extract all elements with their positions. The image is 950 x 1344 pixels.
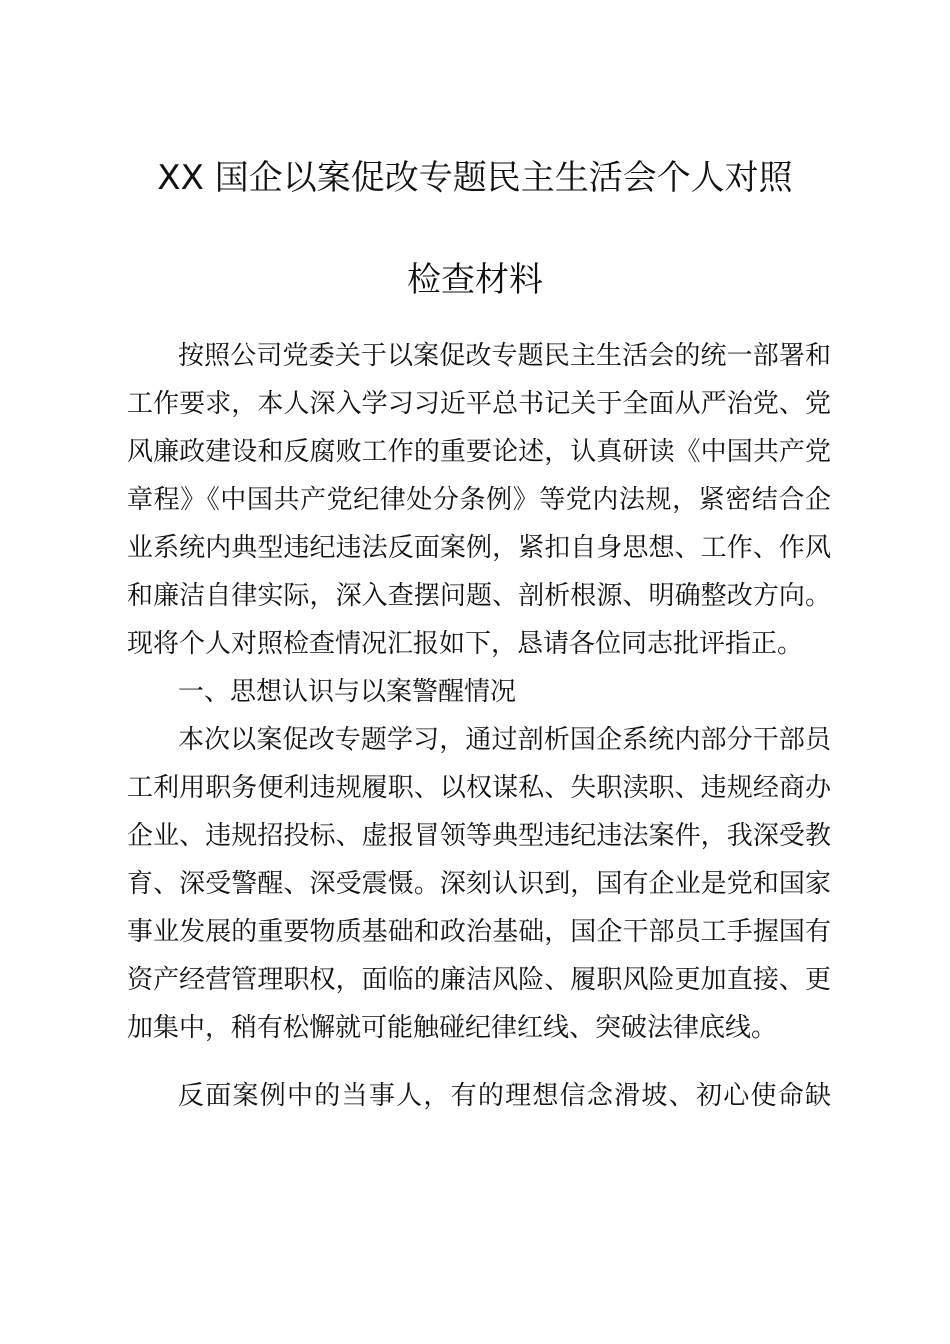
document-title-line-2: 检查材料 [407,260,543,300]
body-text-line: 企业、违规招投标、虚报冒领等典型违纪违法案件，我深受教 [127,821,831,851]
body-text-line: 育、深受警醒、深受震慑。深刻认识到，国有企业是党和国家 [127,869,831,899]
body-text-line: 业系统内典型违纪违法反面案例，紧扣自身思想、工作、作风 [127,533,831,563]
body-text-line: 反面案例中的当事人，有的理想信念滑坡、初心使命缺 [178,1081,831,1111]
body-text-line: 现将个人对照检查情况汇报如下，恳请各位同志批评指正。 [127,629,804,659]
body-text-line: 章程》《中国共产党纪律处分条例》等党内法规，紧密结合企 [127,485,831,515]
body-text-line: 加集中，稍有松懈就可能触碰纪律红线、突破法律底线。 [127,1013,778,1043]
body-text-line: 工作要求，本人深入学习习近平总书记关于全面从严治党、党 [127,389,831,419]
document-title-line-1: XX 国企以案促改专题民主生活会个人对照 [157,158,793,198]
body-text-line: 按照公司党委关于以案促改专题民主生活会的统一部署和 [178,341,831,371]
body-text-line: 风廉政建设和反腐败工作的重要论述，认真研读《中国共产党 [127,437,831,467]
body-text-line: 资产经营管理职权，面临的廉洁风险、履职风险更加直接、更 [127,965,831,995]
body-text-line: 事业发展的重要物质基础和政治基础，国企干部员工手握国有 [127,917,831,947]
body-text-line: 本次以案促改专题学习，通过剖析国企系统内部分干部员 [178,725,831,755]
body-text-line: 工利用职务便利违规履职、以权谋私、失职渎职、违规经商办 [127,773,831,803]
section-heading: 一、思想认识与以案警醒情况 [178,677,517,707]
body-text-line: 和廉洁自律实际，深入查摆问题、剖析根源、明确整改方向。 [127,581,831,611]
